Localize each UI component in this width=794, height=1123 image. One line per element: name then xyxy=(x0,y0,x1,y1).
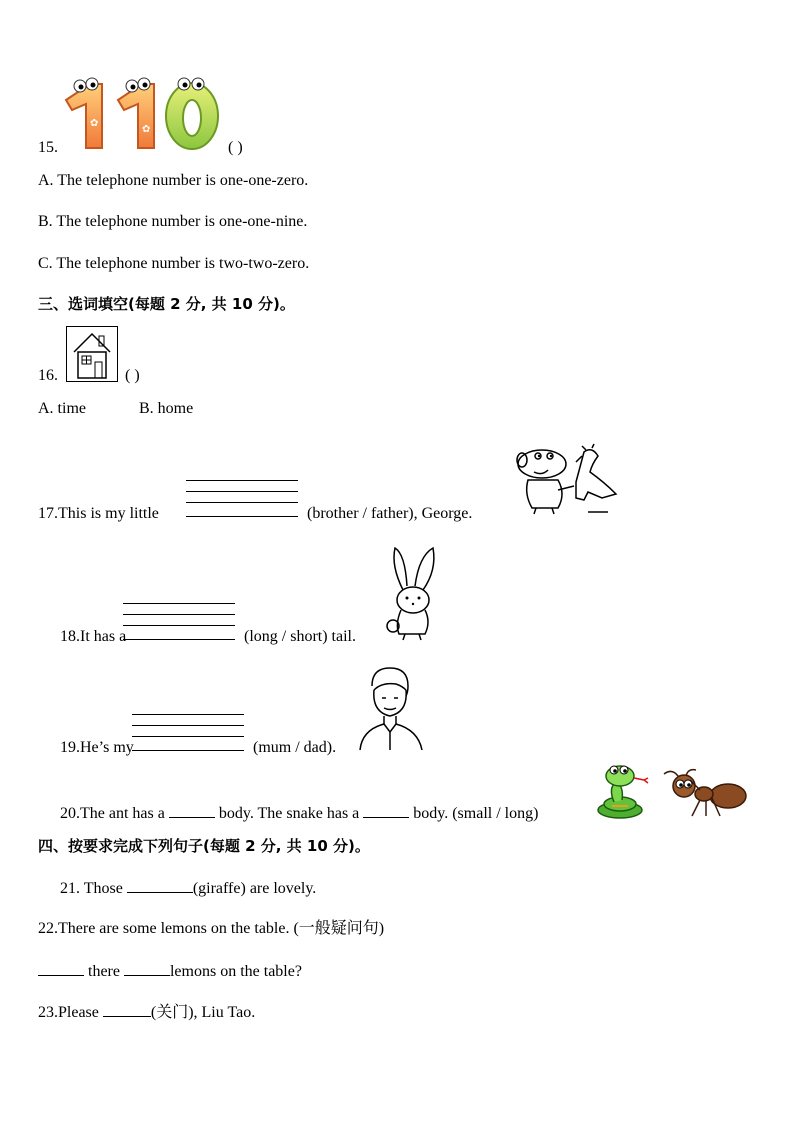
snake-image xyxy=(594,762,650,820)
q18-writing-lines[interactable] xyxy=(123,603,235,643)
q18-prefix: 18.It has a xyxy=(60,628,127,645)
q19-writing-lines[interactable] xyxy=(132,714,244,754)
q22-answer-line xyxy=(38,961,302,982)
dad-portrait-image xyxy=(356,666,426,750)
q15-number: 15. xyxy=(38,139,58,156)
q16-option-a: A. time xyxy=(38,400,86,417)
svg-text:✿: ✿ xyxy=(142,124,151,135)
q20-part3: body. (small / long) xyxy=(413,805,539,822)
q19-prefix: 19.He’s my xyxy=(60,739,134,756)
q16-answer-paren[interactable]: ( ) xyxy=(125,367,140,384)
q15-option-a: A. The telephone number is one-one-zero. xyxy=(38,172,309,189)
q22-blank-2[interactable] xyxy=(124,961,170,976)
ant-image xyxy=(656,770,748,820)
q20-part1: 20.The ant has a xyxy=(60,805,165,822)
q23-suffix: (关门), Liu Tao. xyxy=(150,1004,256,1021)
q20-part2: body. The snake has a xyxy=(218,805,360,822)
q17-writing-lines[interactable] xyxy=(186,480,298,520)
q21-suffix: (giraffe) are lovely. xyxy=(192,880,317,897)
q23-text xyxy=(38,1002,255,1023)
number-110-image xyxy=(60,76,222,154)
q22-mid: there xyxy=(88,963,120,980)
q22-end: lemons on the table? xyxy=(169,963,302,980)
q21-text xyxy=(60,878,316,899)
svg-text:✿: ✿ xyxy=(90,118,99,129)
section-4-title: 四、按要求完成下列句子(每题 2 分, 共 10 分)。 xyxy=(38,837,370,855)
q23-blank[interactable] xyxy=(103,1002,151,1017)
q18-suffix: (long / short) tail. xyxy=(244,628,356,645)
q20-blank-2[interactable] xyxy=(363,803,409,818)
q21-prefix: 21. Those xyxy=(60,880,123,897)
q15-option-c: C. The telephone number is two-two-zero. xyxy=(38,255,310,272)
peppa-pig-george-image xyxy=(512,442,620,516)
q23-prefix: 23.Please xyxy=(38,1004,99,1021)
house-icon xyxy=(66,326,118,382)
q16-option-b: B. home xyxy=(139,400,194,417)
q17-prefix: 17.This is my little xyxy=(38,505,159,522)
rabbit-image xyxy=(385,546,435,640)
digit-label: 1 xyxy=(60,76,61,77)
q20-text xyxy=(60,803,538,824)
q19-suffix: (mum / dad). xyxy=(253,739,337,756)
q15-answer-paren[interactable]: ( ) xyxy=(228,139,243,156)
q15-option-b: B. The telephone number is one-one-nine. xyxy=(38,213,308,230)
q22-sentence: 22.There are some lemons on the table. (一般疑问句) xyxy=(38,920,385,937)
q22-blank-1[interactable] xyxy=(38,961,84,976)
q20-blank-1[interactable] xyxy=(169,803,215,818)
q21-blank[interactable] xyxy=(127,878,193,893)
section-3-title: 三、选词填空(每题 2 分, 共 10 分)。 xyxy=(38,295,295,313)
q17-suffix: (brother / father), George. xyxy=(307,505,473,522)
q16-number: 16. xyxy=(38,367,58,384)
